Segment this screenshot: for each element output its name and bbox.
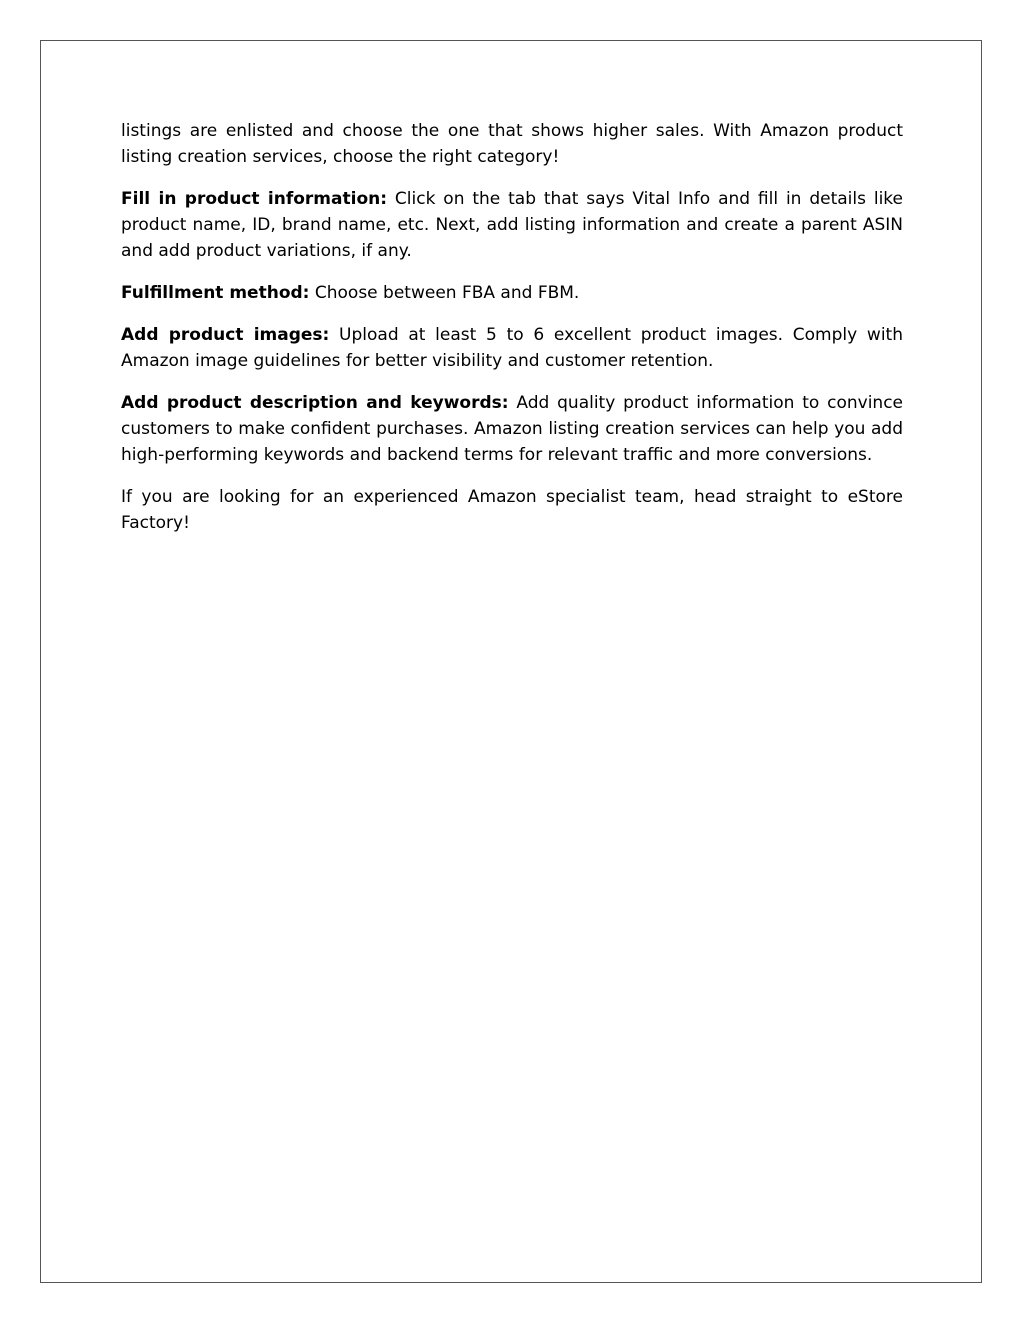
- paragraph-heading: Fulfillment method:: [121, 283, 310, 303]
- paragraph-text: Click on the tab that says Vital Info and fill in details like product name, ID, brand name, etc. Next, add listing information and create a parent ASIN and add product variations, if any.: [121, 189, 903, 261]
- paragraph-description-keywords: [121, 390, 903, 468]
- paragraph-product-images: [121, 322, 903, 374]
- paragraph-heading: Add product description and keywords:: [121, 393, 509, 413]
- paragraph-text: If you are looking for an experienced Amazon specialist team, head straight to eStore Factory!: [121, 487, 903, 533]
- paragraph-text: listings are enlisted and choose the one that shows higher sales. With Amazon product listing creation services, choose the right category!: [121, 121, 903, 167]
- paragraph-text: Choose between FBA and FBM.: [309, 283, 580, 303]
- paragraph-text: Upload at least 5 to 6 excellent product images. Comply with Amazon image guidelines for better visibility and customer retention.: [121, 325, 903, 371]
- paragraph-heading: Fill in product information:: [121, 189, 388, 209]
- paragraph-closing: [121, 484, 903, 536]
- paragraph-product-information: [121, 186, 903, 264]
- paragraph-heading: Add product images:: [121, 325, 330, 345]
- document-body: [121, 118, 903, 552]
- paragraph-fulfillment-method: [121, 280, 903, 306]
- paragraph-text: Add quality product information to convince customers to make confident purchases. Amazon listing creation services can help you add high-performing keywords and backend terms for relevant traffic and more conversions.: [121, 393, 903, 465]
- paragraph-intro: [121, 118, 903, 170]
